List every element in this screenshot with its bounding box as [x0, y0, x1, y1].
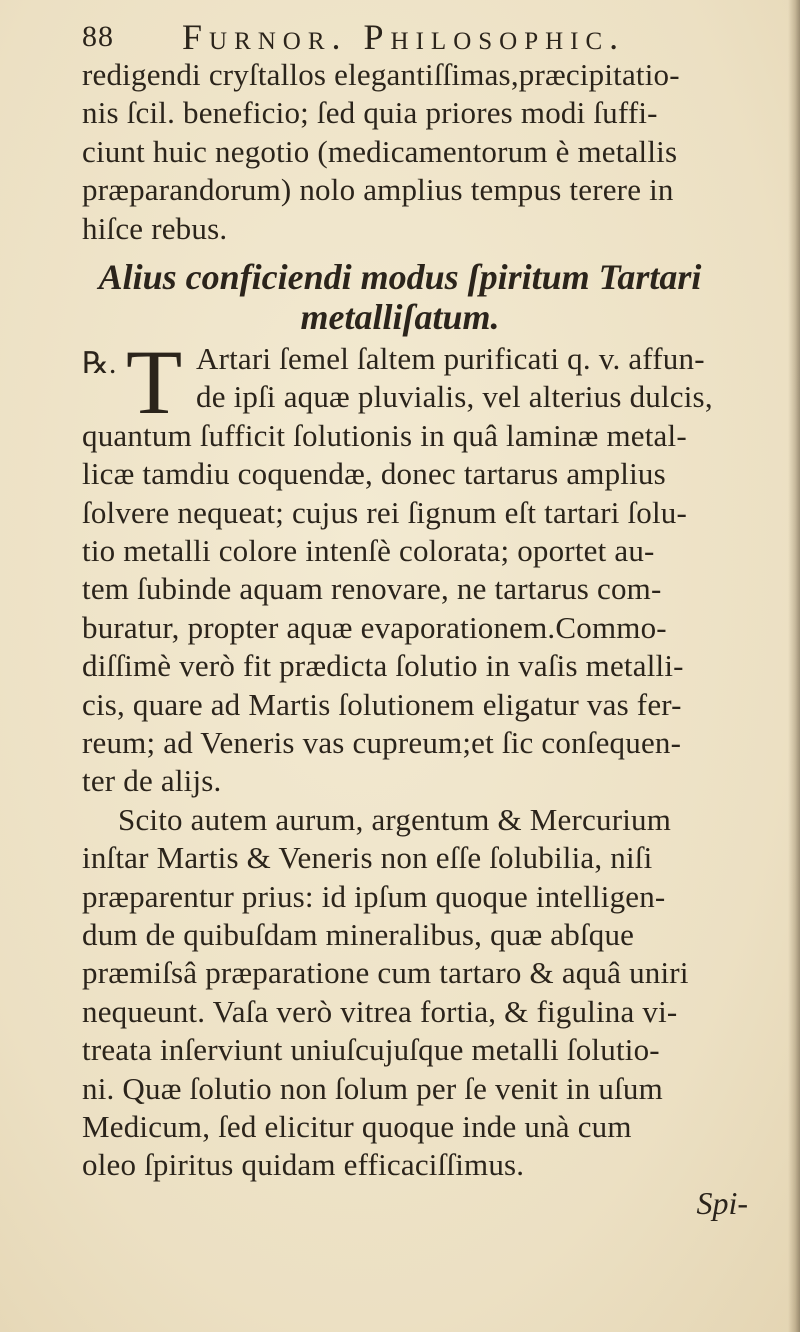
text-line: præmiſsâ præparatione cum tartaro & aquâ uniri [82, 955, 689, 991]
section-heading-line-1: Alius conficiendi modus ſpiritum Tartari [98, 257, 702, 297]
text-line: dum de quibuſdam mineralibus, quæ abſque [82, 917, 635, 952]
recipe-mark: ℞. [82, 347, 117, 380]
text-line: redigendi cryſtallos elegantiſſimas,præcipitatio- [82, 57, 680, 92]
text-line: diſſimè verò fit prædicta ſolutio in vaſis metalli- [82, 648, 684, 684]
page-header [82, 12, 782, 62]
text-line: de ipſi aquæ pluvialis, vel alterius dulcis, [196, 379, 713, 415]
text-line: quantum ſufficit ſolutionis in quâ laminæ metal- [82, 417, 687, 453]
page-edge-shadow [788, 0, 800, 1332]
text-line: tio metalli colore intenſè colorata; oportet au- [82, 533, 655, 568]
text-line: ſolvere nequeat; cujus rei ſignum eſt tartari ſolu- [82, 494, 688, 530]
text-line: licæ tamdiu coquendæ, donec tartarus amplius [82, 456, 666, 492]
text-line: buratur, propter aquæ evaporationem.Commo- [82, 609, 667, 645]
text-line: inſtar Martis & Veneris non eſſe ſolubilia, niſi [82, 840, 653, 876]
text-line: nis ſcil. beneficio; ſed quia priores modi ſuffi- [82, 95, 658, 131]
catchword: Spi- [696, 1184, 748, 1221]
page-number: 88 [82, 20, 114, 53]
text-line: præparandorum) nolo amplius tempus terere in [82, 172, 674, 208]
section-heading-line-2: metalliſatum. [300, 297, 500, 337]
text-line: reum; ad Veneris vas cupreum;et ſic conſequen- [82, 725, 682, 760]
text-line: ni. Quæ ſolutio non ſolum per ſe venit in uſum [82, 1070, 663, 1106]
text-line: Medicum, ſed elicitur quoque inde unà cum [82, 1109, 632, 1144]
text-line: Scito autem aurum, argentum & Mercurium [118, 801, 672, 837]
text-line: hiſce rebus. [82, 210, 228, 246]
text-line: cis, quare ad Martis ſolutionem eligatur vas fer- [82, 686, 682, 722]
text-line: nequeunt. Vaſa verò vitrea fortia, & figulina vi- [82, 993, 678, 1029]
drop-cap: T [126, 331, 183, 433]
text-line: tem ſubinde aquam renovare, ne tartarus com- [82, 571, 662, 607]
text-line: Artari ſemel ſaltem purificati q. v. affun- [196, 341, 705, 376]
text-line: ter de alijs. [82, 763, 222, 799]
text-line: præparentur prius: id ipſum quoque intelligen- [82, 878, 666, 914]
text-line: treata inſerviunt uniuſcujuſque metalli ſolutio- [82, 1032, 660, 1068]
text-line: ciunt huic negotio (medicamentorum è metallis [82, 133, 678, 169]
text-line: oleo ſpiritus quidam efficaciſſimus. [82, 1147, 525, 1183]
running-head: Furnor. Philosophic. [182, 17, 626, 57]
